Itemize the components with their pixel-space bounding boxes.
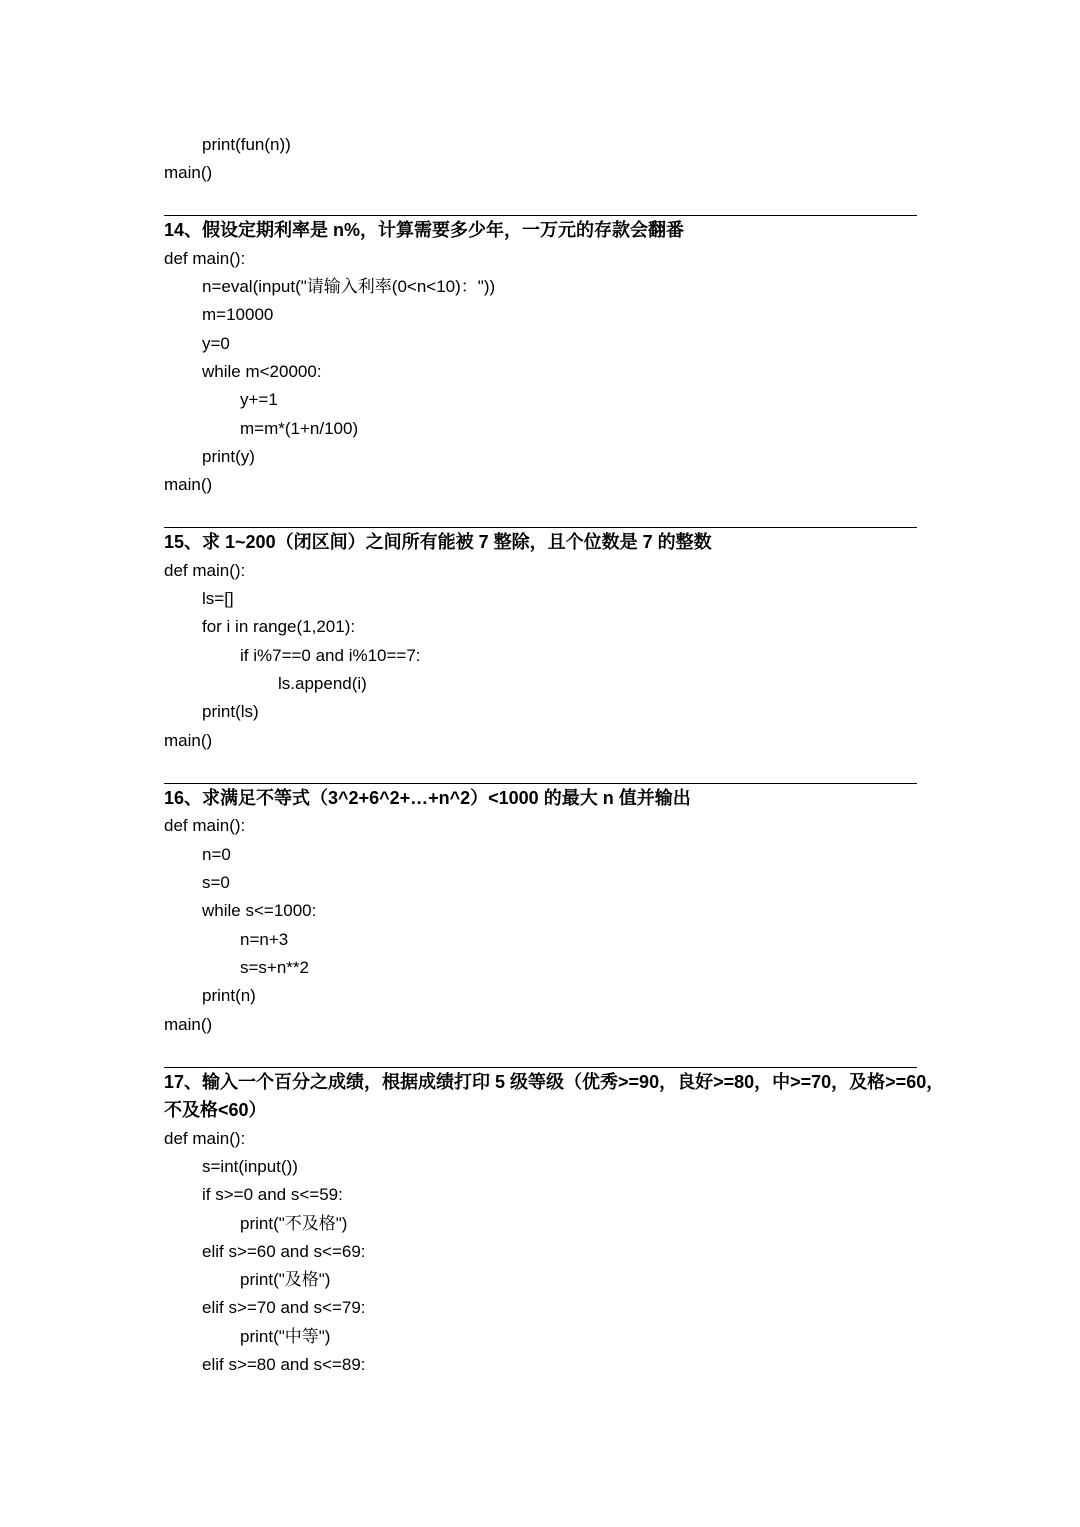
code-line: n=0 (202, 845, 231, 864)
code-line: print("不及格") (240, 1214, 348, 1233)
code-line: def main(): (164, 561, 246, 580)
code-line: y=0 (202, 334, 230, 353)
code-line: main() (164, 731, 213, 750)
code-line: elif s>=80 and s<=89: (202, 1355, 366, 1374)
code-line: if s>=0 and s<=59: (202, 1185, 343, 1204)
code-line: print("及格") (240, 1270, 331, 1289)
code-line: while m<20000: (202, 362, 322, 381)
code-line: n=eval(input("请输入利率(0<n<10)：")) (202, 277, 496, 296)
code-line: print(y) (202, 447, 255, 466)
code-line: print("中等") (240, 1327, 331, 1346)
code-line: while s<=1000: (202, 901, 317, 920)
code-line: for i in range(1,201): (202, 617, 356, 636)
code-line: ls.append(i) (278, 674, 367, 693)
code-line: s=0 (202, 873, 230, 892)
code-line: n=n+3 (240, 930, 289, 949)
code-line: def main(): (164, 249, 246, 268)
code-line: s=s+n**2 (240, 958, 309, 977)
code-line: elif s>=60 and s<=69: (202, 1242, 366, 1261)
code-line: print(n) (202, 986, 256, 1005)
code-line: elif s>=70 and s<=79: (202, 1298, 366, 1317)
code-line: m=m*(1+n/100) (240, 419, 359, 438)
code-line: print(fun(n)) (202, 135, 291, 154)
code-line: y+=1 (240, 390, 278, 409)
code-line: main() (164, 1015, 213, 1034)
code-line: def main(): (164, 1129, 246, 1148)
code-line: ls=[] (202, 589, 234, 608)
problem-17-title-continued: 不及格<60） (164, 1100, 267, 1120)
problem-14-title: 14、假设定期利率是 n%，计算需要多少年，一万元的存款会翻番 (164, 220, 685, 240)
code-line: if i%7==0 and i%10==7: (240, 646, 421, 665)
problem-17-title: 17、输入一个百分之成绩，根据成绩打印 5 级等级（优秀>=90，良好>=80，中>=70，及格>=60， (164, 1072, 945, 1092)
code-line: m=10000 (202, 305, 274, 324)
problem-15-title: 15、求 1~200（闭区间）之间所有能被 7 整除，且个位数是 7 的整数 (164, 532, 712, 552)
problem-16-title: 16、求满足不等式（3^2+6^2+…+n^2）<1000 的最大 n 值并输出 (164, 788, 691, 808)
code-line: def main(): (164, 816, 246, 835)
code-line: main() (164, 475, 213, 494)
code-line: print(ls) (202, 702, 259, 721)
code-line: main() (164, 163, 213, 182)
code-line: s=int(input()) (202, 1157, 298, 1176)
